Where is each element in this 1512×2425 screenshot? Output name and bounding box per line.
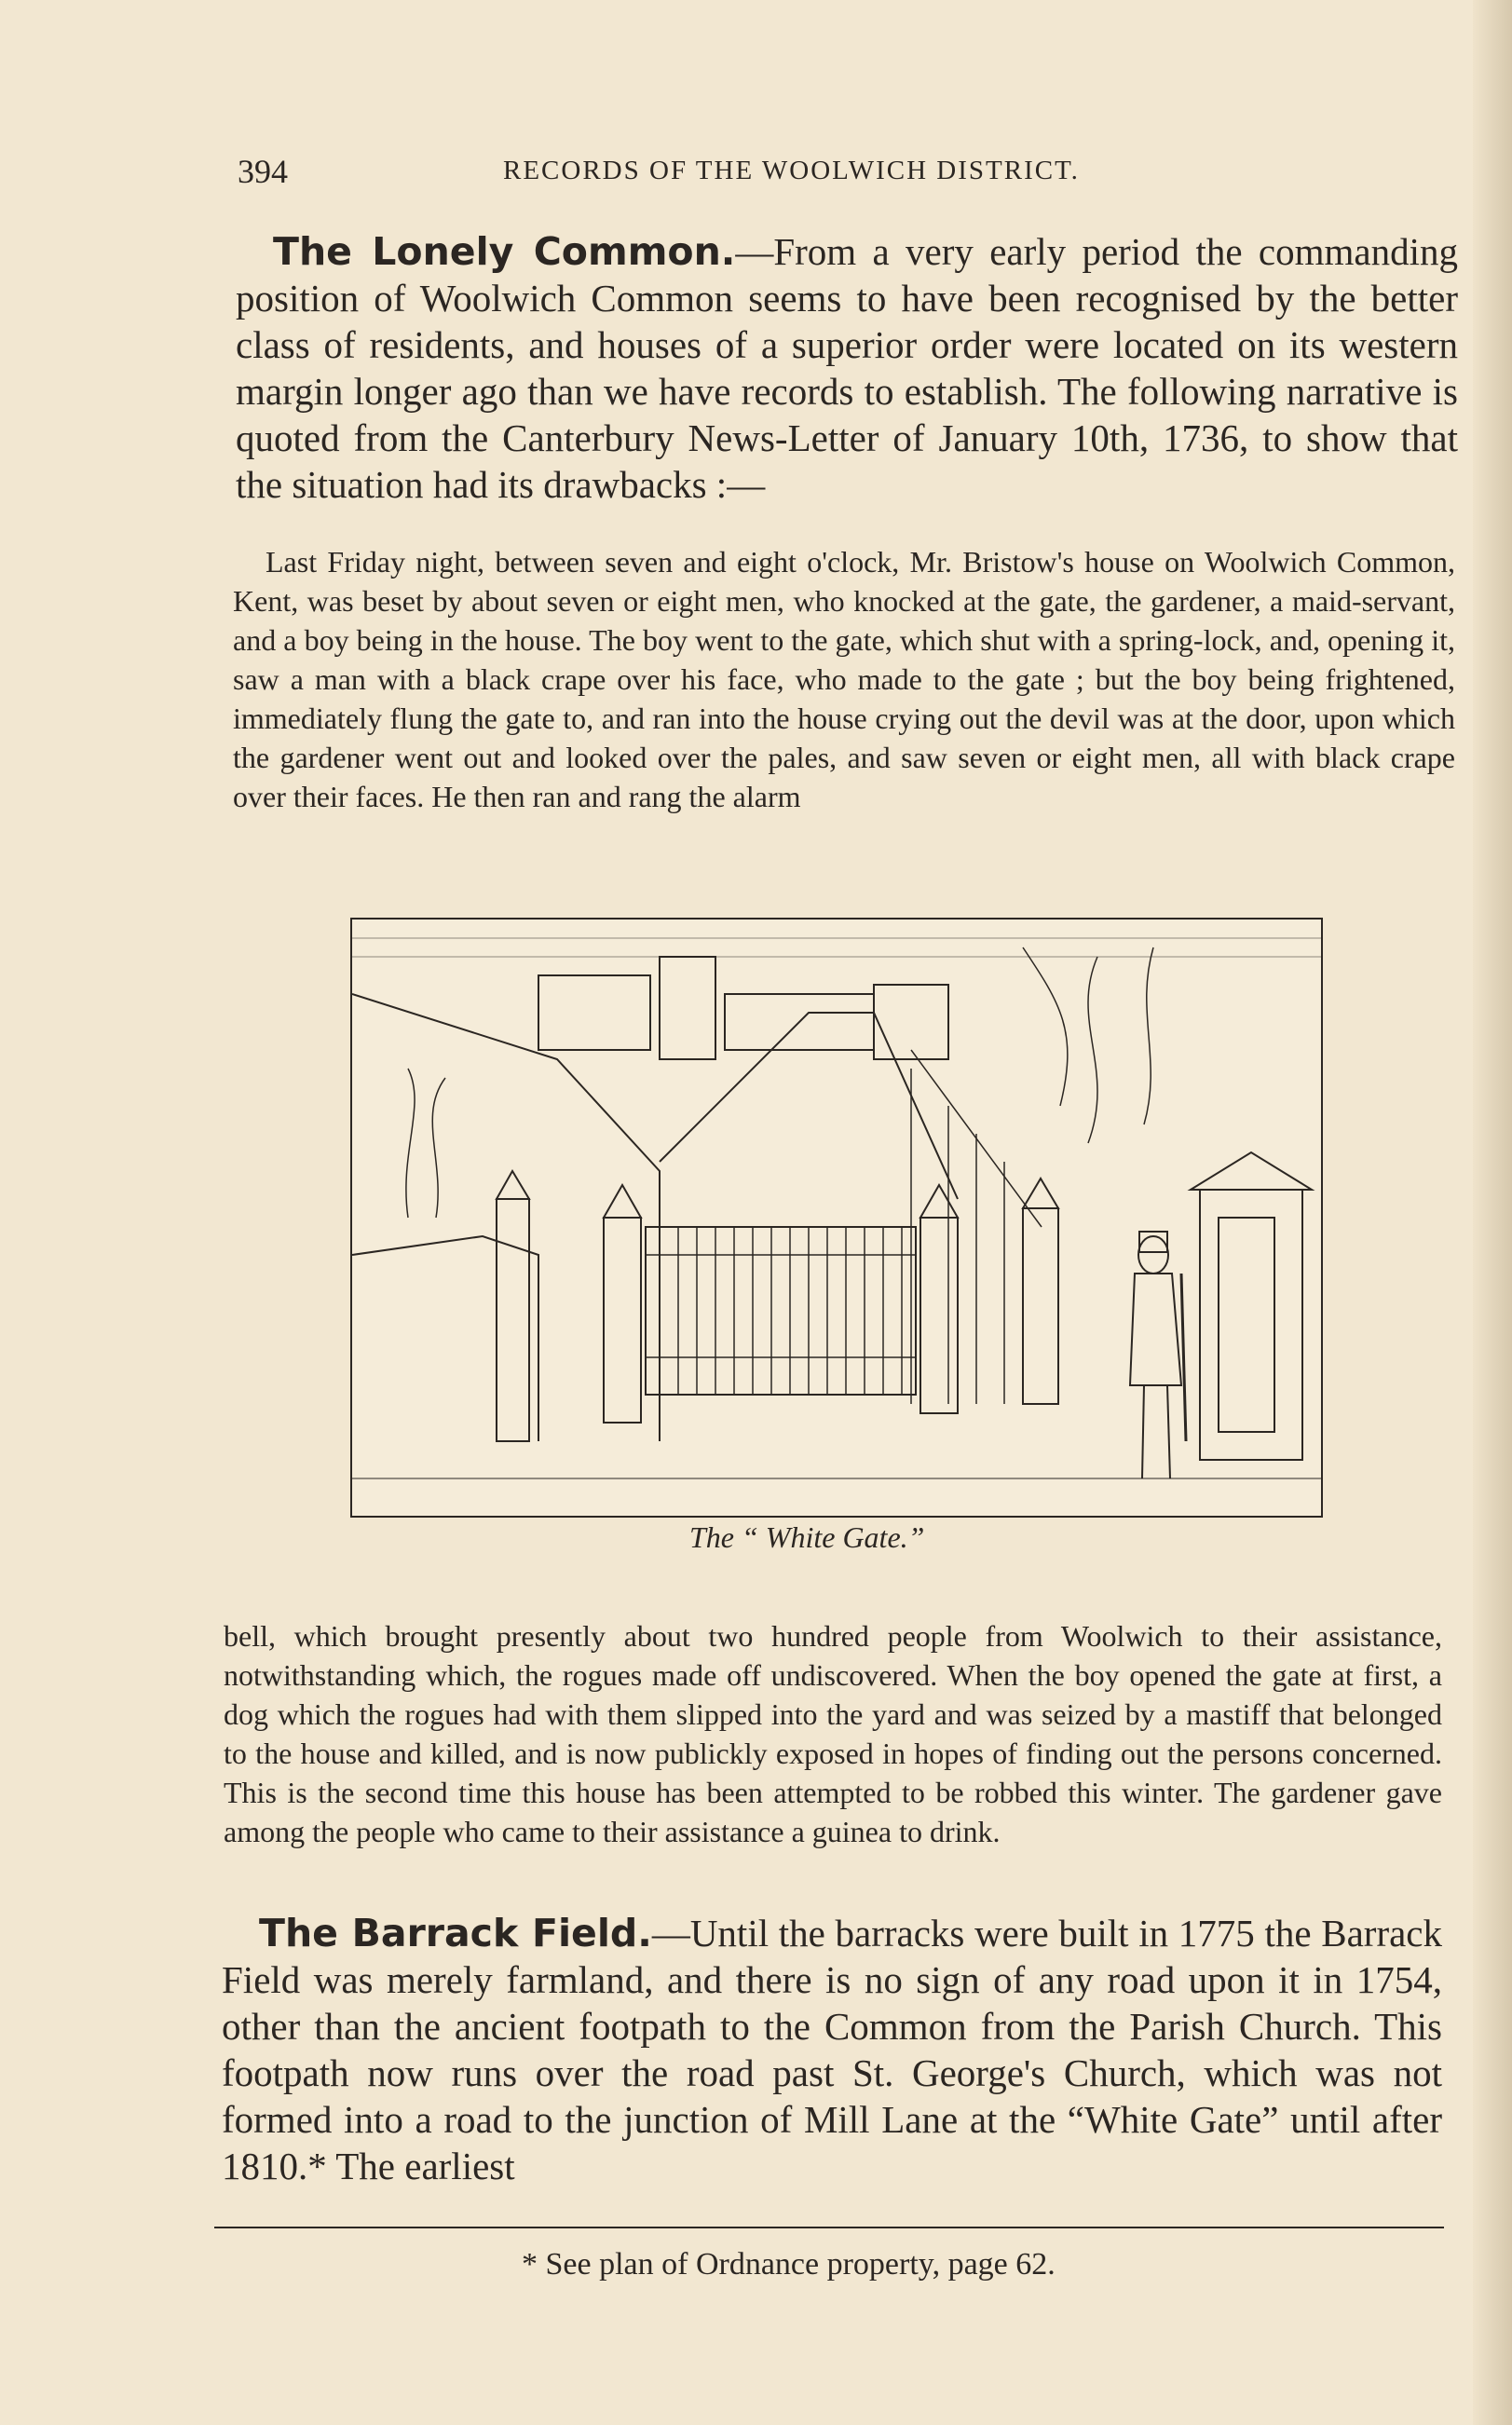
lonely-common-paragraph: [236, 228, 1458, 508]
quote-text-part2: bell, which brought presently about two hundred people from Woolwich to their assistance, notwithstanding which, the rogues made off undiscovered. When the boy opened the gate at first, a dog which the rogues had with them slipped into the yard and was seized by a mastiff that belonged to the house and killed, and is now publickly exposed in hopes of finding out the persons concerned. This is the second time this house has been attempted to be robbed this winter. The gardener gave among the people who came to their assistance a guinea to drink.: [224, 1619, 1442, 1848]
figure-caption: The “ White Gate.”: [689, 1520, 925, 1554]
quote-text-part1: Last Friday night, between seven and eight o'clock, Mr. Bristow's house on Woolwich Common, Kent, was beset by about seven or eight men, who knocked at the gate, the gardener, a maid-servant, and a boy being in the house. The boy went to the gate, which shut with a spring-lock, and, opening it, saw a man with a black crape over his face, who made to the gate ; but the boy being frightened, immediately flung the gate to, and ran into the house crying out the devil was at the door, upon which the gardener went out and looked over the pales, and saw seven or eight men, all with black crape over their faces. He then ran and rang the alarm: [233, 545, 1455, 813]
quote-paragraph-part1: [233, 542, 1455, 816]
white-gate-illustration: [350, 918, 1323, 1518]
barrack-field-heading: The Barrack Field.: [259, 1911, 652, 1955]
running-head: RECORDS OF THE WOOLWICH DISTRICT.: [503, 156, 1080, 185]
page-number: 394: [238, 153, 288, 190]
lonely-common-heading: The Lonely Common.: [273, 229, 736, 274]
page-header: [238, 152, 1197, 193]
page-edge-shadow: [1473, 0, 1512, 2425]
footnote: * See plan of Ordnance property, page 62.: [522, 2247, 1056, 2282]
lonely-common-body: —From a very early period the commanding position of Woolwich Common seems to have been recognised by the better class of residents, and houses of a superior order were located on its western margin longer ago than we have records to establish. The following narrative is quoted from the Canterbury News-Letter of January 10th, 1736, to show that the situation had its drawbacks :—: [236, 230, 1458, 506]
engraving-image: [352, 920, 1321, 1516]
footnote-rule: [214, 2227, 1444, 2228]
barrack-field-body: —Until the barracks were built in 1775 the Barrack Field was merely farmland, and there is no sign of any road upon it in 1754, other than the ancient footpath to the Common from the Parish Church. This footpath now runs over the road past St. George's Church, which was not formed into a road to the junction of Mill Lane at the “White Gate” until after 1810.* The earliest: [222, 1912, 1442, 2187]
barrack-field-paragraph: [222, 1910, 1442, 2189]
quote-paragraph-part2: [224, 1616, 1442, 1851]
